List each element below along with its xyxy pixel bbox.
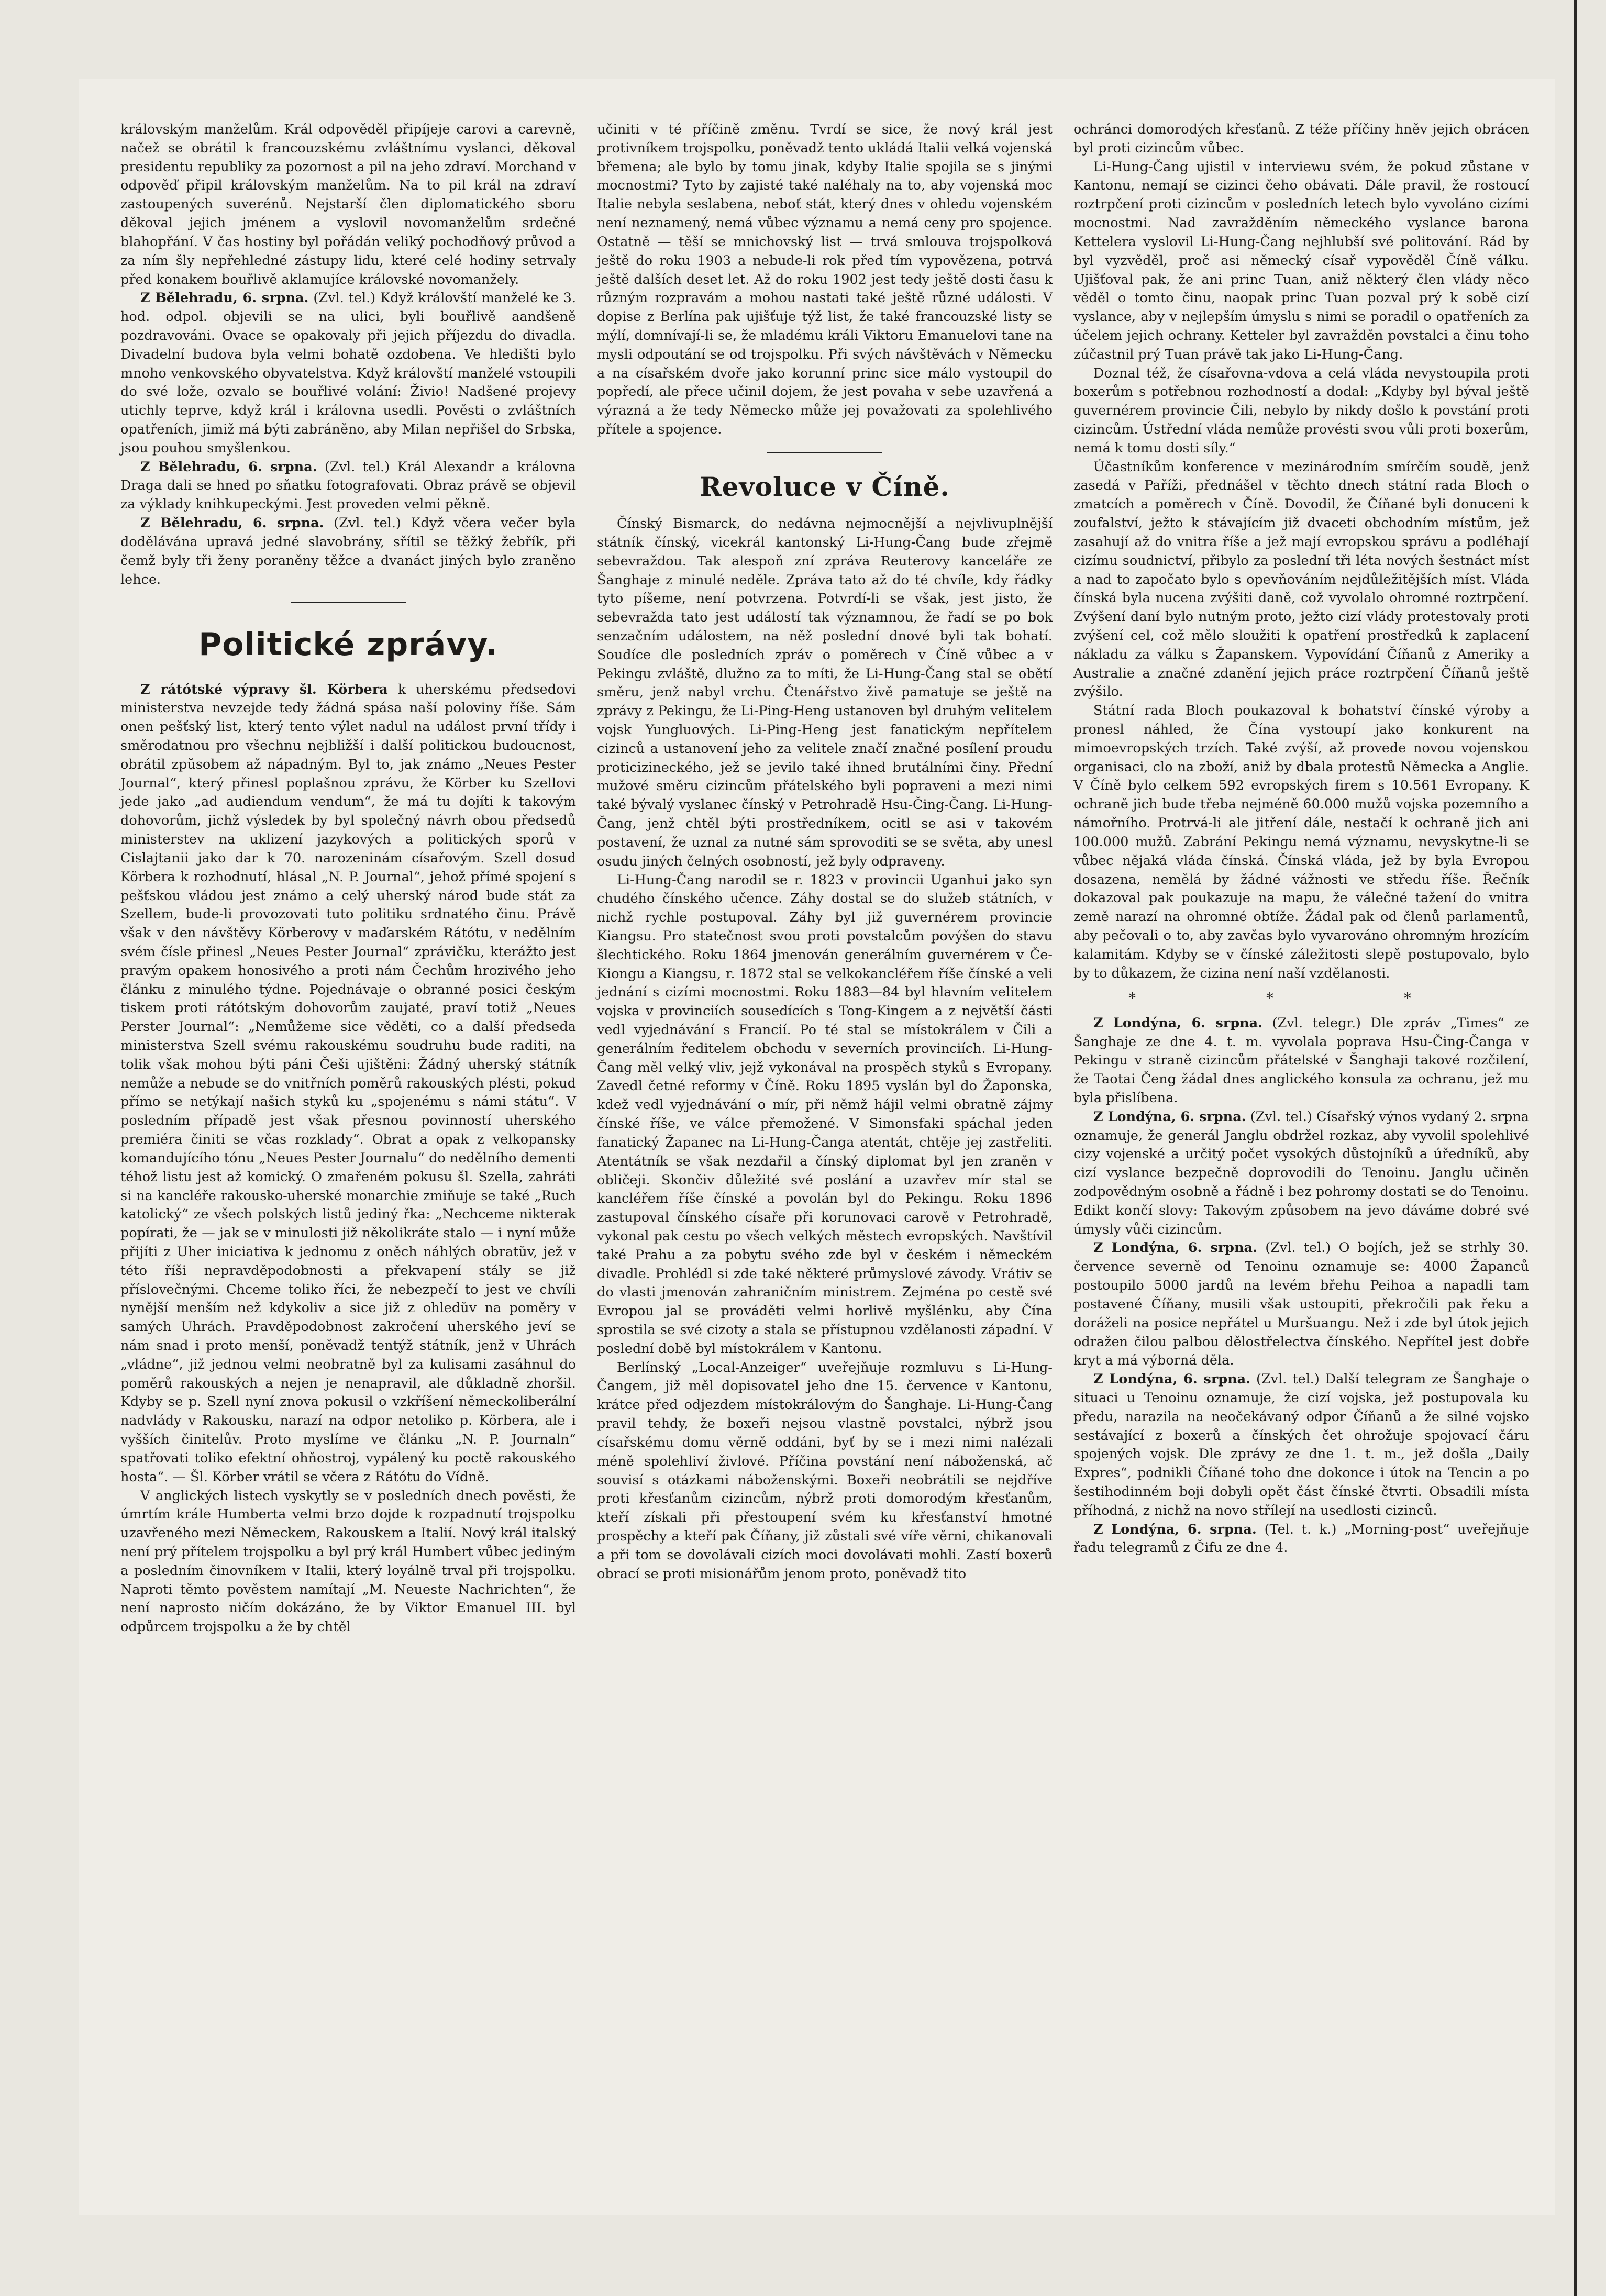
dateline: Z Bělehradu, 6. srpna. (140, 515, 324, 531)
column-right (1073, 120, 1529, 1558)
news-item (1073, 1108, 1529, 1239)
section-heading: Revoluce v Číně. (700, 471, 950, 502)
news-item (1073, 1370, 1529, 1521)
article-paragraph: Státní rada Bloch poukazoval k bohatství čínské výroby a pronesl náhled, že Čína vystoupí jako konkurent na mimoevropských trzích. Také zvýší, až provede novou vojenskou organisaci, clo na zboží, aniž by dbala protestů Německa a Anglie. V Číně bylo celkem 592 evropských firem s 10.561 Evropany. K ochraně jich bude třeba nejméně 60.000 mužů vojska pozemního a námořního. Protrvá-li ale jitření dále, nestačí k ochraně jich ani 100.000 mužů. Zabrání Pekingu nemá významu, nevyskytne-li se vůbec nějaká vláda čínská. Čínská vláda, jež by byla Evropou dosazena, nemělá by žádné vážnosti ve středu říše. Řečník dokazoval pak poukazuje na mapu, že válečné tažení do vnitra země narazí na ohromné obtíže. Žádal pak od členů parlamentů, aby pečovali o to, aby zavčas bylo vyvarováno ohromným hrozícím kalamitám. Kdyby se v čínské záležitosti slepě postupovalo, bylo by to důkazem, že cizina není naší vzdělanosti. (1073, 703, 1529, 981)
news-item (1073, 1239, 1529, 1370)
article-paragraph: Účastníkům konference v mezinárodním smírčím soudě, jenž zasedá v Paříži, přednášel v těchto dnech státní rada Bloch o zmatcích a poměrech v Číně. Dovodil, že Číňané byli donuceni k zoufalství, ježto k stávajícím již dvaceti obchodním místům, jež zasahují až do vnitra říše a jež mají evropskou správu a podléhají cizímu soudnictví, přibylo za poslední tři léta nových šestnáct míst a nad to započato bylo s opevňováním nejdůležitějších míst. Vláda čínská byla nucena zvýšiti daně, což vyvolalo ohromné roztrpčení. Zvýšení daní bylo nutným proto, ježto cizí vlády protestovaly proti zvýšení cel, což mělo sloužiti k opatření prostředků k zaplacení nákladu za válku s Žapanskem. Vypovídání Číňanů z Ameriky a Australie a značné zdanění jejich práce roztrpčení Číňanů ještě zvýšilo. (1073, 459, 1529, 700)
dateline: Z Bělehradu, 6. srpna. (140, 290, 309, 306)
news-item-text: (Zvl. tel.) Když královští manželé ke 3. hod. odpol. objevili se na ulici, byli bouřlivě aandšeně pozdravováni. Ovace se opakovaly při jejich příjezdu do divadla. Divadelní budova byla velmi bohatě ozdobena. Ve hledišti bylo mnoho venkovského obyvatelstva. Když královští manželé vstoupili do své lože, ozvalo se bouřlivé volání: Živio! Nadšené projevy utichly teprve, když král i královna usedli. Pověsti o zvláštních opatřeních, jimiž má býti zabráněno, aby Milan nepřišel do Srbska, jsou pouhou smyšlenkou. (120, 290, 576, 456)
column-left (120, 120, 576, 1637)
article-paragraph: královským manželům. Král odpověděl připíjeje carovi a carevně, načež se obrátil k francouzskému zvláštnímu vyslanci, děkoval presidentu republiky za pozornost a pil na jeho zdraví. Morchand v odpověď připil královským manželům. Na to pil král na zdraví zastoupených suverénů. Nejstarší člen diplomatického sboru děkoval jejich jménem a vyslovil novomanželům srdečné blahopřání. V čas hostiny byl pořádán veliký pochodňový průvod a za ním šly nepřehledné zástupy lidu, které celé hodiny setrvaly před konakem bouřlivě aklamujíce královské novomanžely. (120, 121, 576, 287)
dateline: Z Londýna, 6. srpna. (1093, 1015, 1263, 1031)
article-paragraph: ochránci domorodých křesťanů. Z téže příčiny hněv jejich obrácen byl proti cizincům vůbec. (1073, 121, 1529, 156)
article-paragraph: Čínský Bismarck, do nedávna nejmocnější a nejvlivuplnější státník čínský, vicekrál kantonský Li-Hung-Čang bude zřejmě sebevraždou. Tak alespoň zní zpráva Reuterovy kanceláře ze Šanghaje z minulé neděle. Zpráva tato až do té chvíle, kdy řádky tyto píšeme, není potvrzena. Potvrdí-li se však, jest jisto, že sebevražda tato jest událostí tak významnou, že řadí se po bok senzačním událostem, na něž poslední dnové byli tak bohatí. Soudíce dle posledních zpráv o poměrech v Číně vůbec a v Pekingu zvláště, dlužno za to míti, že Li-Hung-Čang stal se obětí směru, jenž nabyl vrchu. Čtenářstvo živě pamatuje se ještě na zprávy z Pekingu, že Li-Ping-Heng ustanoven byl druhým velitelem vojsk Yungluových. Li-Ping-Heng jest fanatickým nepřítelem cizinců a ustanovení jeho za velitele značí značné posílení proudu proticizineckého, jež se jevilo také ihned brutálními činy. Přední mužové směru cizincům přátelského byli popraveni a mezi nimi také bývalý vyslanec čínský v Petrohradě Hsu-Čing-Čang. Li-Hung-Čang, jenž chtěl býti prostředníkem, ocitl se asi v takovém postavení, že uznal za nutné sám sprovoditi se se světa, aby unesl osudu jiných čelných osobností, jež byly odpraveny. (597, 516, 1053, 869)
dateline: Z Londýna, 6. srpna. (1093, 1240, 1257, 1256)
page-edge-rule (1574, 0, 1577, 2296)
news-item (120, 681, 576, 1487)
news-item-text: k uherskému předsedovi ministerstva nevzejde tedy žádná spása naší poloviny říše. Sám onen pešťský list, který tento výlet nadul na událost první třídy i směrodatnou pro všechnu nejbližší i další politickou budoucnost, obrátil zpŭsobem až nápadným. Byl to, jak známo „Neues Pester Journal“, který přinesl poplašnou zprávu, že Körber ku Szellovi jede jako „ad audiendum vendum“, že má tu dojíti k takovým dohovorům, jichž výsledek by byl společný návrh obou předsedů ministerstev na uklizení jazykových a politických sporů v Cislajtanii jako dar k 70. narozeninám císařovým. Szell dosud Körbera k rozhodnutí, hlásal „N. P. Journal“, jehož přímé spojení s pešťskou vládou jest známo a celý uherský národ bude stát za Szellem, bude-li provozovati tuto politiku srdnatého činu. Právě však v den návštěvy Körberovy v maďarském Rátótu, v nedělním svém čísle přinesl „Neues Pester Journal“ zprávičku, kterážto jest pravým opakem honosivého a proti nám Čechům hrozivého jeho článku z minulého týdne. Pojednávaje o obranné posici českým tiskem proti rátótským dohovorům zaujaté, praví totiž „Neues Perster Journal“: „Nemůžeme sice věděti, co a další předseda ministerstva Szell svému rakouskému soudruhu bude raditi, na tolik však mohou býti páni Češi ujištěni: Žádný uherský státník nemůže a nebude se do vnitřních poměrů rakouských plésti, pokud přímo se netýkají našich styků ku „spojenému s námi státu“. V posledním případě jest však přesnou povinností uherského premiéra činiti se včas rozklady“. Obrat a opak z velkopansky komandujícího tónu „Neues Pester Journalu“ do nedělního dementi téhož listu jest až komický. O zmařeném pokusu šl. Szella, zahráti si na kancléře rakousko-uherské monarchie zmiňuje se také „Ruch katolický“ ze všech polských listů jediný řka: „Nechceme nikterak popírati, že — jak se v minulosti již několikráte stalo — i nyní může přijíti z Uher iniciativa k jednomu z oněch náhlých obratŭv, jež v této říši nepravděpodobnosti a překvapení stály se již příslovečnými. Chceme toliko říci, že nebezpečí to jest ve chvíli nynější menším než kdykoliv a sice již z ohledŭv na poměry v samých Uhrách. Pravděpodobnost zakročení uherského jeví se nám snad i proto menší, poněvadž tentýž státník, jenž v Uhrách „vládne“, již jednou velmi neobratně byl za kulisami zasáhnul do poměrů rakouských a nejen je nenapravil, ale důkladně zhoršil. Kdyby se p. Szell nyní znova pokusil o vzkříšení německoliberální nadvlády v Rakousku, narazí na odpor netoliko p. Körbera, ale i vyšších činitelův. Proto myslíme ve článku „N. P. Journaln“ spatřovati toliko efektní ohňostroj, vypálený ku poctě rakouského hosta“. — Šl. Körber vrátil se včera z Rátótu do Vídně. (120, 681, 576, 1485)
news-item (1073, 1521, 1529, 1558)
news-item-text: (Zvl. tel.) Když včera večer byla dodělávána upravá jedné slavobrány, sřítil se těžký žebřík, při čemž byly tři ženy poraněny těžce a dvanáct jiných bylo zraněno lehce. (120, 515, 576, 587)
news-item-text: (Zvl. tel.) Další telegram ze Šanghaje o situaci u Tenoinu oznamuje, že cizí vojska, jež postupovala ku předu, narazila na neočekávaný odpor Číňanů a že silné vojsko sestávající z boxerů a čínských čet ohrožuje spojovací čáru spojených vojsk. Dle zprávy ze dne 1. t. m., jež došla „Daily Expres“, podnikli Číňané toho dne dokonce i útok na Tencin a po šestihodinném boji dobyli opět část čínské čtvrti. Obsadili místa příhodná, z nichž na novo střílejí na usedlosti cizinců. (1073, 1371, 1529, 1518)
dateline: Z Londýna, 6. srpna. (1093, 1521, 1257, 1537)
separator-rule (767, 452, 882, 453)
separator-rule (291, 602, 406, 603)
dateline: Z Bělehradu, 6. srpna. (140, 459, 317, 475)
news-item-text: (Zvl. tel.) O bojích, jež se strhly 30. července severně od Tenoinu oznamuje se: 4000 Žapanců postoupilo 5000 jardů na levém břehu Peihoa a napadli tam postavené Číňany, musili však ustoupiti, překročili pak řeku a doráželi na posice nepřátel u Muršuangu. Než i zde byl útok jejich odražen čilou palbou dělostřelectva čínského. Nepřítel jest dobře kryt a má výborná děla. (1073, 1240, 1530, 1369)
section-stars: * * * (1128, 990, 1474, 1007)
article-paragraph: Doznal též, že císařovna-vdova a celá vláda nevystoupila proti boxerům s potřebnou rozhodností a dodal: „Kdyby byl býval ještě guvernérem provincie Čili, nebylo by nikdy došlo k povstání proti cizincům. Ústřední vláda nemůže provésti svou vůli proti boxerům, nemá k tomu dosti síly.“ (1073, 365, 1529, 456)
article-paragraph: učiniti v té příčině změnu. Tvrdí se sice, že nový král jest protivníkem trojspolku, poněvadž tento ukládá Italii velká vojenská břemena; ale bylo by tomu jinak, kdyby Italie spojila se s jinými mocnostmi? Tyto by zajisté také naléhaly na to, aby vojenská moc Italie nebyla seslabena, neboť stát, který dnes v ohledu vojenském není neznamený, nemá vůbec významu a nemá ceny pro spojence. Ostatně — těší se mnichovský list — trvá smlouva trojspolková ještě do roku 1903 a nebude-li rok před tím vypovězena, potrvá ještě dalších deset let. Až do roku 1902 jest tedy ještě dosti času k různým rozpravám a mohou nastati také ještě různé události. V dopise z Berlína pak ujišťuje týž list, že také francouzské listy se mýlí, domnívají-li se, že mladému králi Viktoru Emanuelovi tane na mysli odpoutání se od trojspolku. Při svých návštěvách v Německu a na císařském dvoře jako korunní princ sice málo vystoupil do popředí, ale přece učinil dojem, že jest povaha v sebe uzavřená a výrazná a že tedy Německo může jej považovati za spolehlivého přítele a spojence. (597, 121, 1053, 437)
article-paragraph: Li-Hung-Čang ujistil v interviewu svém, že pokud zůstane v Kantonu, nemají se cizinci čeho obávati. Dále pravil, že rostoucí roztrpčení proti cizincům v posledních letech bylo vyvoláno cizími mocnostmi. Nad zavražděním německého vyslance barona Kettelera vyslovil Li-Hung-Čang nejhlubší své politování. Rád by byl vyzvěděl, proč asi německý císař vypověděl Číně válku. Ujišťoval pak, že ani princ Tuan, aniž některý člen vlády něco věděl o tomto činu, naopak princ Tuan pozval prý k sobě cizí vyslance, aby v nejlepším úmyslu s nimi se poradil o opatřeních za účelem jejich ochrany. Ketteler byl zavražděn povstalci a činu toho zúčastnil prý Tuan právě tak jako Li-Hung-Čang. (1073, 159, 1529, 362)
news-item-text: (Tel. t. k.) „Morning-post“ uveřejňuje řadu telegramů z Čifu ze dne 4. (1073, 1521, 1529, 1556)
news-item-text: (Zvl. telegr.) Dle zpráv „Times“ ze Šanghaje ze dne 4. t. m. vyvolala poprava Hsu-Čing-Čanga v Pekingu v straně cizincům přátelské v Šanghaji takové rozčilení, že Taotai Čeng žádal dnes anglického konsula za ochranu, jež mu byla přislíbena. (1073, 1015, 1529, 1106)
article-paragraph: Li-Hung-Čang narodil se r. 1823 v provincii Uganhui jako syn chudého čínského učence. Záhy dostal se do služeb státních, v nichž rychle postupoval. Záhy byl již guvernérem provincie Kiangsu. Pro statečnost svou proti povstalcům povýšen do stavu šlechtického. Roku 1864 jmenován generálním guvernérem v Če-Kiongu a Kiangsu, r. 1872 stal se velkokancléřem říše čínské a veli jednání s cizími mocnostmi. Roku 1883—84 byl hlavním velitelem vojska v provinciích sousedících s Tong-Kingem a z největší části vedl vyjednávání s Francií. Po té stal se místokrálem v Čili a generálním ředitelem obchodu v severních provinciích. Li-Hung-Čang měl velký vliv, jejž vykonával na prospěch styků s Evropany. Zavedl četné reformy v Číně. Roku 1895 vyslán byl do Žaponska, kdež vedl vyjednávání o mír, při němž hájil velmi obratně zájmy čínské říše, ve válce přemožené. V Simonsfaki spáchal jeden fanatický Žapanec na Li-Hung-Čanga atentát, chtěje jej zastřeliti. Atentátník se však nezdařil a čínský diplomat byl jen zraněn v obličeji. Skončiv důležité své poslání a uzavřev mír stal se kancléřem říše čínské a povolán byl do Pekingu. Roku 1896 zastupoval čínského císaře při korunovaci carově v Petrohradě, vykonal pak cestu po všech velkých městech evropských. Navštívil také Prahu a za pobytu svého zde byl v českém i německém divadle. Prohlédl si zde také některé průmyslové závody. Vrátiv se do vlasti jmenován zahraničním ministrem. Zejména po cestě své Evropou jal se prováděti velmi horlivě myšlénku, aby Čína sprostila se své cizoty a stala se přístupnou vzdělanosti západní. V poslední době byl místokrálem v Kantonu. (597, 872, 1053, 1357)
news-item-text: (Zvl. tel.) Král Alexandr a královna Draga dali se hned po sňatku fotografovati. Obraz právě se objevil za výklady knihkupeckými. Jest proveden velmi pěkně. (120, 459, 576, 513)
newspaper-page (79, 79, 1555, 2215)
article-paragraph: V anglických listech vyskytly se v posledních dnech pověsti, že úmrtím krále Humberta velmi brzo dojde k rozpadnutí trojspolku uzavřeného mezi Německem, Rakouskem a Italií. Nový král italský není prý přítelem trojspolku a byl prý král Humbert vůbec jediným a posledním činovníkem v Italii, který loyálně trval při trojspolku. Naproti těmto pověstem namítají „M. Neueste Nachrichten“, že není naprosto ničím dokázáno, že by Viktor Emanuel III. byl odpůrcem trojspolku a že by chtěl (120, 1488, 576, 1635)
news-item (1073, 1014, 1529, 1108)
section-heading: Politické zprávy. (198, 626, 498, 663)
news-item (120, 458, 576, 514)
dateline: Z Londýna, 6. srpna. (1093, 1108, 1246, 1125)
lead-phrase: Z rátótské výpravy šl. Körbera (140, 681, 388, 697)
news-item-text: (Zvl. tel.) Císařský výnos vydaný 2. srpna oznamuje, že generál Janglu obdržel rozkaz, aby vyvolil spolehlivé cizy vojenské a určitý počet vysokých důstojníků a úředníků, aby cizí vyslance bezpečně doprovodili do Tenoinu. Janglu učiněn zodpovědným osobně a řádně i bez pohromy dostati se do Tenoinu. Edikt končí slovy: Takovým způsobem na jevo dáváme dobré své úmysly vůči cizincům. (1073, 1108, 1529, 1237)
article-paragraph: Berlínský „Local-Anzeiger“ uveřejňuje rozmluvu s Li-Hung-Čangem, již měl dopisovatel jeho dne 15. července v Kantonu, krátce před odjezdem místokrálovým do Šanghaje. Li-Hung-Čang pravil tehdy, že boxeři nejsou vlastně povstalci, nýbrž jsou císařskému domu věrně oddáni, byť by se i mezi nimi nalézali méně spolehliví živlové. Příčina povstání není náboženská, ač souvisí s otázkami náboženskými. Boxeři neobrátili se nejdříve proti křesťanům cizincům, nýbrž proti domorodým křesťanům, kteří získali při přestoupení svém ku křesťanství hmotné prospěchy a kteří pak Číňany, již zůstali své víře věrni, chikanovali a při tom se dovolávali cizích moci dovolávati mohli. Zastí boxerů obrací se proti misionářům jenom proto, poněvadž tito (597, 1359, 1053, 1582)
column-middle (597, 120, 1053, 1583)
news-item (120, 289, 576, 458)
news-item (120, 514, 576, 589)
dateline: Z Londýna, 6. srpna. (1093, 1371, 1251, 1388)
